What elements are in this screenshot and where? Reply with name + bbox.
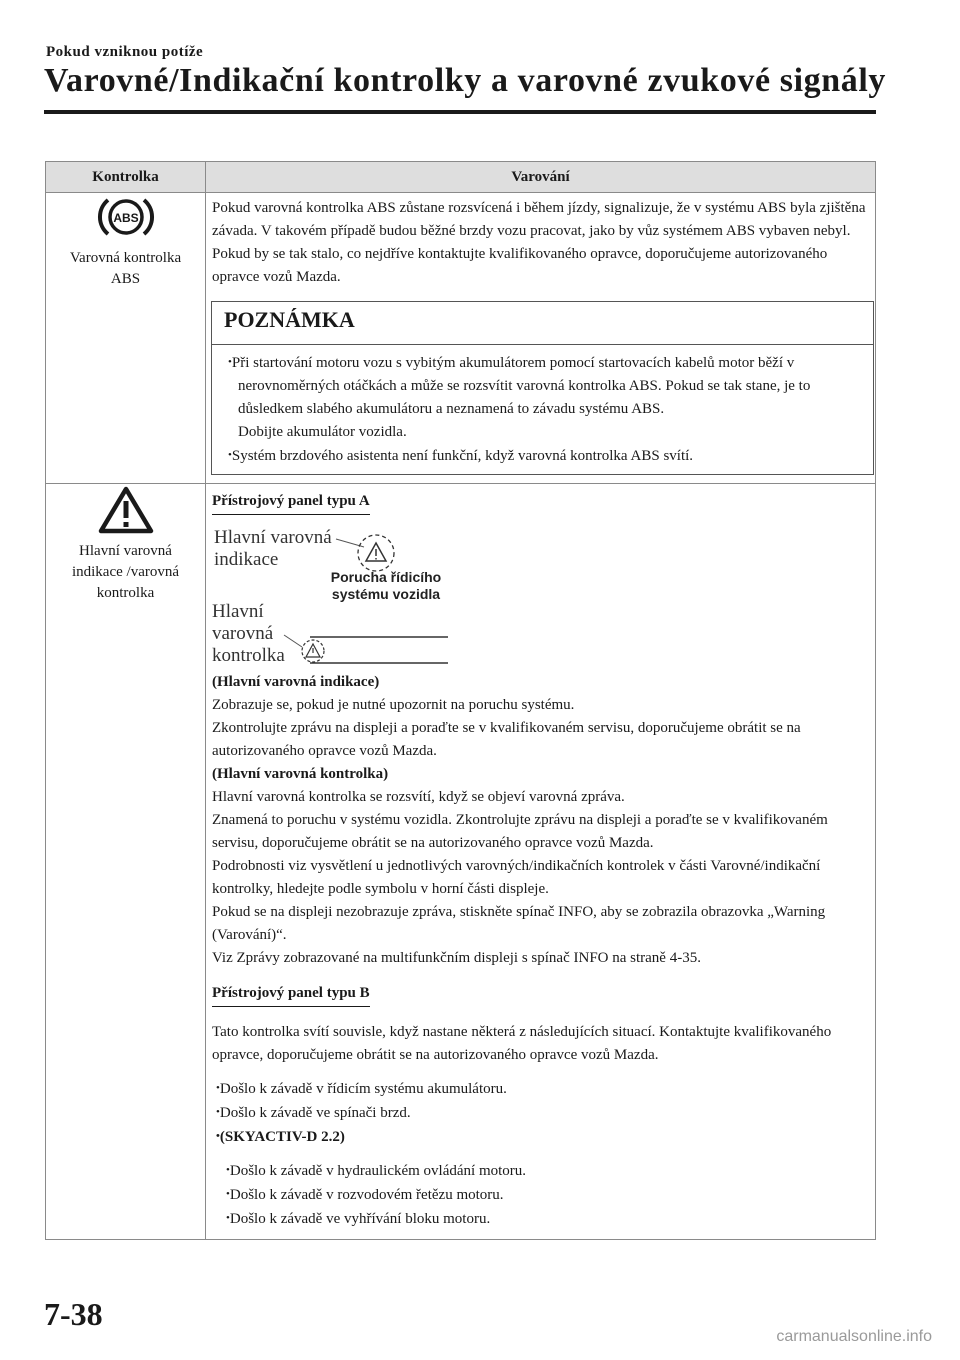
note-bullet-1-text: Při startování motoru vozu s vybitým akumulátorem pomocí startovacích kabelů motor běží v nerovnoměrných otáčkách a může se rozsvítit varovná kontrolka ABS. Pokud se tak stane, je to důsledkem slabého akumulátoru a neznamená to závadu systému ABS.: [231, 355, 811, 417]
bullet-dot: •: [228, 449, 232, 461]
note-title: POZNÁMKA: [212, 302, 873, 345]
col-header-kontrolka: Kontrolka: [46, 162, 206, 193]
abs-icon-text: ABS: [112, 211, 139, 225]
note-box: [211, 301, 874, 475]
light-paragraph-1: Hlavní varovná kontrolka se rozsvítí, když se objeví varovná zpráva.: [212, 789, 625, 805]
diagram-graphics: [212, 525, 512, 671]
table-header-row: [46, 162, 876, 193]
note-body: [212, 345, 873, 474]
note-bullet-1: [228, 351, 861, 444]
list-2-item: •Došlo k závadě ve vyhřívání bloku motoru.: [226, 1211, 491, 1227]
list-1-item: •(SKYACTIV-D 2.2): [216, 1129, 345, 1145]
master-warning-icon-cell: [46, 484, 206, 1240]
list-2-item: •Došlo k závadě v hydraulickém ovládání motoru.: [226, 1163, 527, 1179]
master-warning-caption: Hlavní varovná indikace /varovná kontrolka: [71, 543, 180, 601]
list-2: [212, 1159, 869, 1231]
note-bullet-1-extra: Dobijte akumulátor vozidla.: [238, 424, 407, 440]
light-paragraph-5: Viz Zprávy zobrazované na multifunkčním displeji s spínač INFO na straně 4-35.: [212, 950, 701, 966]
note-bullet-2-text: Systém brzdového asistenta není funkční, když varovná kontrolka ABS svítí.: [231, 448, 694, 464]
light-paragraph-4: Pokud se na displeji nezobrazuje zpráva, stiskněte spínač INFO, aby se zobrazila obrazovka „Warning (Varování)“.: [212, 904, 826, 943]
bullet-dot: •: [228, 356, 232, 368]
type-b-heading: Přístrojový panel typu B: [212, 982, 370, 1007]
diagram-label-fault: Porucha řídicího systému vozidla: [330, 569, 442, 602]
abs-paragraph-1: Pokud varovná kontrolka ABS zůstane rozsvícená i během jízdy, signalizuje, že v systému ABS byla zjištěna závada. V takovém případě budou běžné brzdy vozu pracovat, jako by vůz systémem ABS vybaven nebyl.: [212, 200, 866, 239]
indication-paragraph-2: Zkontrolujte zprávu na displeji a poraďte se v kvalifikovaném servisu, doporučujeme obrátit se na autorizovaného opravce vozů Mazda.: [212, 720, 801, 759]
dashboard-diagram: [212, 525, 512, 671]
abs-caption: Varovná kontrolka ABS: [69, 250, 182, 287]
note-bullet-2: [228, 444, 861, 468]
col-header-varovani: Varování: [206, 162, 876, 193]
section-label: Pokud vzniknou potíže: [46, 44, 204, 60]
watermark: carmanualsonline.info: [776, 1328, 932, 1345]
type-a-heading: Přístrojový panel typu A: [212, 490, 370, 515]
list-1-item: •Došlo k závadě ve spínači brzd.: [216, 1105, 411, 1121]
light-paragraph-2: Znamená to poruchu v systému vozidla. Zkontrolujte zprávu na displeji a poraďte se v kvalifikovaném servisu, doporučujeme obrátit se na autorizovaného opravce vozů Mazda.: [212, 812, 828, 851]
list-2-item: •Došlo k závadě v rozvodovém řetězu motoru.: [226, 1187, 504, 1203]
type-b-paragraph: Tato kontrolka svítí souvisle, když nastane některá z následujících situací. Kontaktujte kvalifikovaného opravce, doporučujeme obrátit se na autorizovaného opravce vozů Mazda.: [212, 1024, 832, 1063]
table-row-abs: [46, 193, 876, 484]
page-title: Varovné/Indikační kontrolky a varovné zvukové signály: [44, 62, 886, 99]
diagram-label-indication: Hlavní varovná indikace: [214, 527, 332, 570]
page-number: 7-38: [44, 1296, 103, 1332]
abs-paragraph-2: Pokud by se tak stalo, co nejdříve kontaktujte kvalifikovaného opravce, doporučujeme autorizovaného opravce vozů Mazda.: [212, 246, 828, 285]
abs-icon-cell: [46, 193, 206, 484]
list-1-item: •Došlo k závadě v řídicím systému akumulátoru.: [216, 1081, 507, 1097]
indication-paragraph-1: Zobrazuje se, pokud je nutné upozornit na poruchu systému.: [212, 697, 575, 713]
title-rule: [44, 110, 876, 114]
light-paragraph-3: Podrobnosti viz vysvětlení u jednotlivých varovných/indikačních kontrolek v části Varovné/indikační kontrolky, hledejte podle symbolu v horní části displeje.: [212, 858, 821, 897]
table-row-master-warning: [46, 484, 876, 1240]
list-1: [212, 1077, 869, 1149]
light-heading: (Hlavní varovná kontrolka): [212, 766, 389, 782]
master-warning-triangle-icon: [97, 485, 155, 535]
warning-table: [45, 161, 876, 1240]
abs-warning-icon: [94, 194, 158, 240]
abs-text-cell: [206, 193, 876, 484]
indication-heading: (Hlavní varovná indikace): [212, 674, 380, 690]
diagram-label-light: Hlavní varovná kontrolka: [212, 601, 285, 666]
master-warning-text-cell: [206, 484, 876, 1240]
